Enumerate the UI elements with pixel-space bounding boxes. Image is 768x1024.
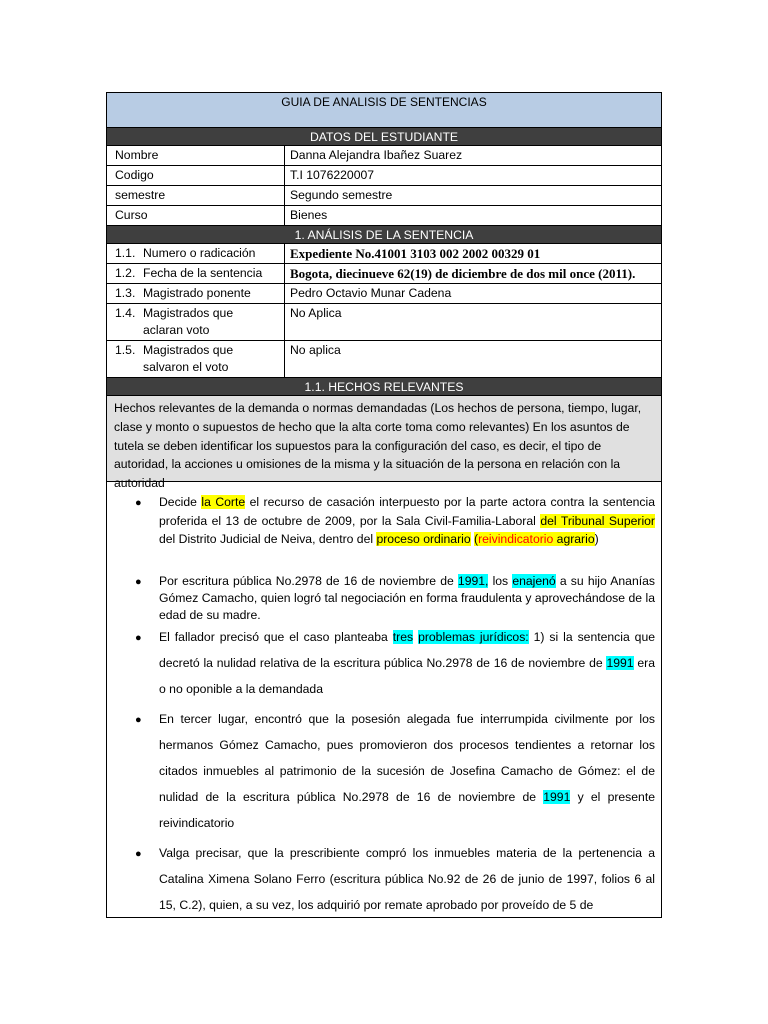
row-number: 1.3.	[115, 286, 136, 300]
facts-section-band: 1.1. HECHOS RELEVANTES	[107, 378, 661, 396]
analysis-row-clarify-vote	[107, 304, 661, 341]
list-item	[135, 493, 655, 549]
row-label-text: Magistrados que	[143, 306, 234, 320]
row-label-text: Magistrado ponente	[143, 286, 251, 300]
text-run: y el presente reivindicatorio	[159, 789, 656, 830]
text-run: Decide	[159, 495, 202, 509]
row-label-continued: salvaron el voto	[143, 360, 229, 374]
list-item-text	[159, 624, 655, 702]
row-value: Expediente No.41001 3103 002 2002 00329 01	[290, 246, 541, 261]
analysis-row-magistrate	[107, 284, 661, 304]
analysis-row-radicacion	[107, 244, 661, 264]
row-value: No aplica	[290, 343, 341, 357]
list-item	[135, 573, 655, 624]
row-label	[107, 264, 285, 283]
highlighted-text: 1991,	[457, 573, 489, 588]
highlighted-text: proceso ordinario	[376, 532, 471, 546]
row-value: No Aplica	[290, 306, 342, 320]
highlighted-text: 1991	[543, 789, 571, 804]
row-label: semestre	[107, 186, 285, 205]
highlighted-text: (	[474, 532, 479, 546]
highlighted-text: enajenó	[512, 573, 556, 588]
bullet-icon: ●	[135, 713, 142, 726]
highlighted-text: tres	[392, 629, 414, 644]
row-label-text: Magistrados que	[143, 343, 234, 357]
text-run: En tercer lugar, encontró que la posesión alegada fue interrumpida civilmente por los hermanos Gómez Camacho, pues promovieron dos procesos tendientes a retornar los citados inmuebles al patrimonio de la sucesión de Josefina Camacho de Gómez: el de nulidad de la escritura pública No.2978 de 16 de noviembre de	[159, 711, 655, 804]
row-label: Nombre	[107, 146, 285, 165]
text-run: 1) si la sentencia que decretó la nulidad relativa de la escritura pública No.2978 de 16 de noviembre de	[159, 629, 656, 670]
row-label-text: Fecha de la sentencia	[143, 266, 263, 280]
row-number: 1.2.	[115, 266, 136, 280]
bullet-icon: ●	[135, 631, 142, 644]
list-item-text	[159, 493, 655, 549]
text-run: el recurso de casación interpuesto por la parte actora contra la sentencia proferida el 13 de octubre de 2009, por la Sala Civil-Familia-Laboral	[159, 495, 655, 528]
row-value: Segundo semestre	[290, 188, 393, 202]
row-value: T.I 1076220007	[290, 168, 375, 182]
list-item	[135, 840, 655, 918]
student-row-code	[107, 166, 661, 186]
row-value: Danna Alejandra Ibañez Suarez	[290, 148, 463, 162]
row-label-text: Numero o radicación	[143, 246, 256, 260]
list-item-text	[159, 573, 655, 624]
row-label	[107, 284, 285, 303]
bullet-icon: ●	[135, 575, 142, 588]
text-run: a su hijo Ananías Gómez Camacho, quien logró tal negociación en forma fraudulenta y aprovechándose de la edad de su madre.	[159, 573, 655, 622]
text-run: El fallador precisó que el caso planteaba	[159, 629, 393, 644]
row-label	[107, 304, 285, 340]
facts-body	[107, 482, 661, 918]
bullet-icon: ●	[135, 497, 142, 509]
row-value: Bienes	[290, 208, 328, 222]
row-number: 1.5.	[115, 343, 136, 357]
highlighted-text: 1991	[606, 655, 634, 670]
highlighted-text: del Tribunal Superior	[540, 513, 655, 528]
highlighted-text: agrario	[553, 532, 595, 546]
list-item-text: Valga precisar, que la prescribiente compró los inmuebles materia de la pertenencia a Catalina Ximena Solano Ferro (escritura pública No.92 de 26 de junio de 1997, folios 6 al 15, C.2), quien, a su vez, los adquirió por remate aprobado por proveído de 5 de	[159, 845, 655, 912]
bullet-icon: ●	[135, 847, 142, 860]
student-row-course	[107, 206, 661, 226]
row-label	[107, 341, 285, 377]
row-label-continued: aclaran voto	[143, 323, 210, 337]
list-item	[135, 624, 655, 702]
student-section-band: DATOS DEL ESTUDIANTE	[107, 128, 661, 146]
student-row-semester	[107, 186, 661, 206]
analysis-row-dissent-vote	[107, 341, 661, 378]
text-run: los	[488, 573, 513, 588]
highlighted-text: problemas jurídicos:	[418, 629, 529, 644]
text-run: era o no oponible a la demandada	[159, 655, 655, 696]
analysis-section-band: 1. ANÁLISIS DE LA SENTENCIA	[107, 226, 661, 244]
form-title: GUIA DE ANALISIS DE SENTENCIAS	[107, 93, 661, 128]
row-number: 1.1.	[115, 246, 136, 260]
list-item-text	[159, 706, 655, 836]
list-item	[135, 706, 655, 836]
analysis-row-date	[107, 264, 661, 284]
student-row-name	[107, 146, 661, 166]
highlighted-text: la Corte	[201, 495, 246, 509]
text-run: )	[594, 532, 599, 546]
analysis-guide-form	[106, 92, 662, 918]
text-run: Por escritura pública No.2978 de 16 de noviembre de	[159, 573, 458, 588]
row-label	[107, 244, 285, 263]
row-value: Bogota, diecinueve 62(19) de diciembre de dos mil once (2011).	[290, 266, 636, 281]
row-number: 1.4.	[115, 306, 136, 320]
text-run: del Distrito Judicial de Neiva, dentro del	[159, 532, 377, 546]
row-value: Pedro Octavio Munar Cadena	[290, 286, 452, 300]
row-label: Curso	[107, 206, 285, 225]
highlighted-red-text: reivindicatorio	[478, 532, 554, 546]
row-label: Codigo	[107, 166, 285, 185]
facts-description: Hechos relevantes de la demanda o normas demandadas (Los hechos de persona, tiempo, lugar, clase y monto o supuestos de hecho que la alta corte toma como relevantes) En los asuntos de tutela se deben identificar los supuestos para la configuración del caso, es decir, el tipo de autoridad, la acciones u omisiones de la misma y la situación de la persona en relación con la autoridad	[107, 396, 661, 482]
